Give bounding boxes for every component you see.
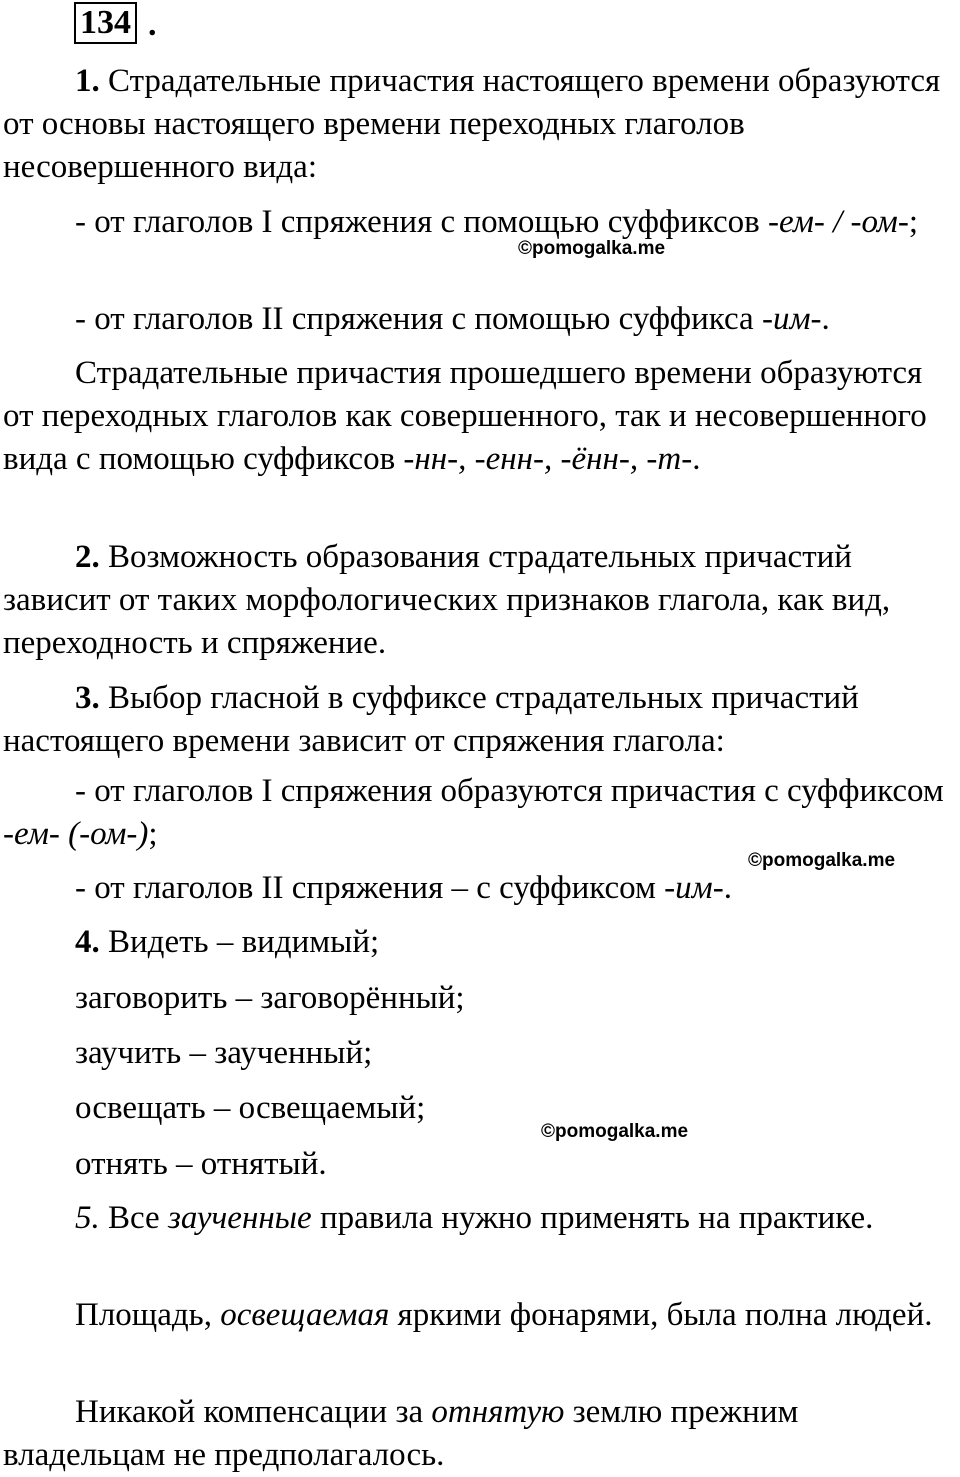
item3-rule-1: - от глаголов I спряжения образуются причастия с суффиксом -ем- (-ом-); — [3, 773, 944, 852]
item4-pair: освещать – освещаемый; — [75, 1090, 426, 1126]
item5-number: 5. — [75, 1200, 100, 1236]
watermark: ©pomogalka.me — [518, 238, 666, 259]
item4-number: 4. — [75, 924, 100, 960]
item3-rule-2: - от глаголов II спряжения – с суффиксом -им-. — [75, 870, 732, 906]
item3-intro: 3. Выбор гласной в суффиксе страдательных причастий настоящего времени зависит от спряжения глагола: — [3, 680, 859, 759]
item3-number: 3. — [75, 680, 100, 716]
watermark: ©pomogalka.me — [748, 850, 896, 871]
item4-pair: заговорить – заговорённый; — [75, 980, 465, 1016]
item4-pair: 4. Видеть – видимый; — [75, 924, 380, 960]
exercise-number: 134 — [74, 2, 137, 44]
item5-sentence-2: Площадь, освещаемая яркими фонарями, была полна людей. — [75, 1297, 933, 1333]
item1-rule-1: - от глаголов I спряжения с помощью суффиксов -ем- / -ом-; — [75, 204, 918, 240]
item2: 2. Возможность образования страдательных причастий зависит от таких морфологических признаков глагола, как вид, переходность и спряжение. — [3, 539, 891, 661]
item1-number: 1. — [75, 63, 100, 99]
item4-pair: заучить – заученный; — [75, 1035, 373, 1071]
item1-intro: 1. Страдательные причастия настоящего времени образуются от основы настоящего времени переходных глаголов несовершенного вида: — [3, 63, 941, 185]
item2-number: 2. — [75, 539, 100, 575]
item1-past: Страдательные причастия прошедшего времени образуются от переходных глаголов как совершенного, так и несовершенного вида с помощью суффиксов -нн-, -енн-, -ённ-, -т-. — [3, 355, 927, 477]
item1-rule-2: - от глаголов II спряжения с помощью суффикса -им-. — [75, 301, 830, 337]
item5-sentence-3: Никакой компенсации за отнятую землю прежним владельцам не предполагалось. — [3, 1394, 799, 1473]
item5-sentence-1: 5. Все заученные правила нужно применять на практике. — [75, 1200, 874, 1236]
item4-pair: отнять – отнятый. — [75, 1146, 327, 1182]
watermark: ©pomogalka.me — [541, 1121, 689, 1142]
exercise-number-dot: . — [148, 6, 157, 43]
